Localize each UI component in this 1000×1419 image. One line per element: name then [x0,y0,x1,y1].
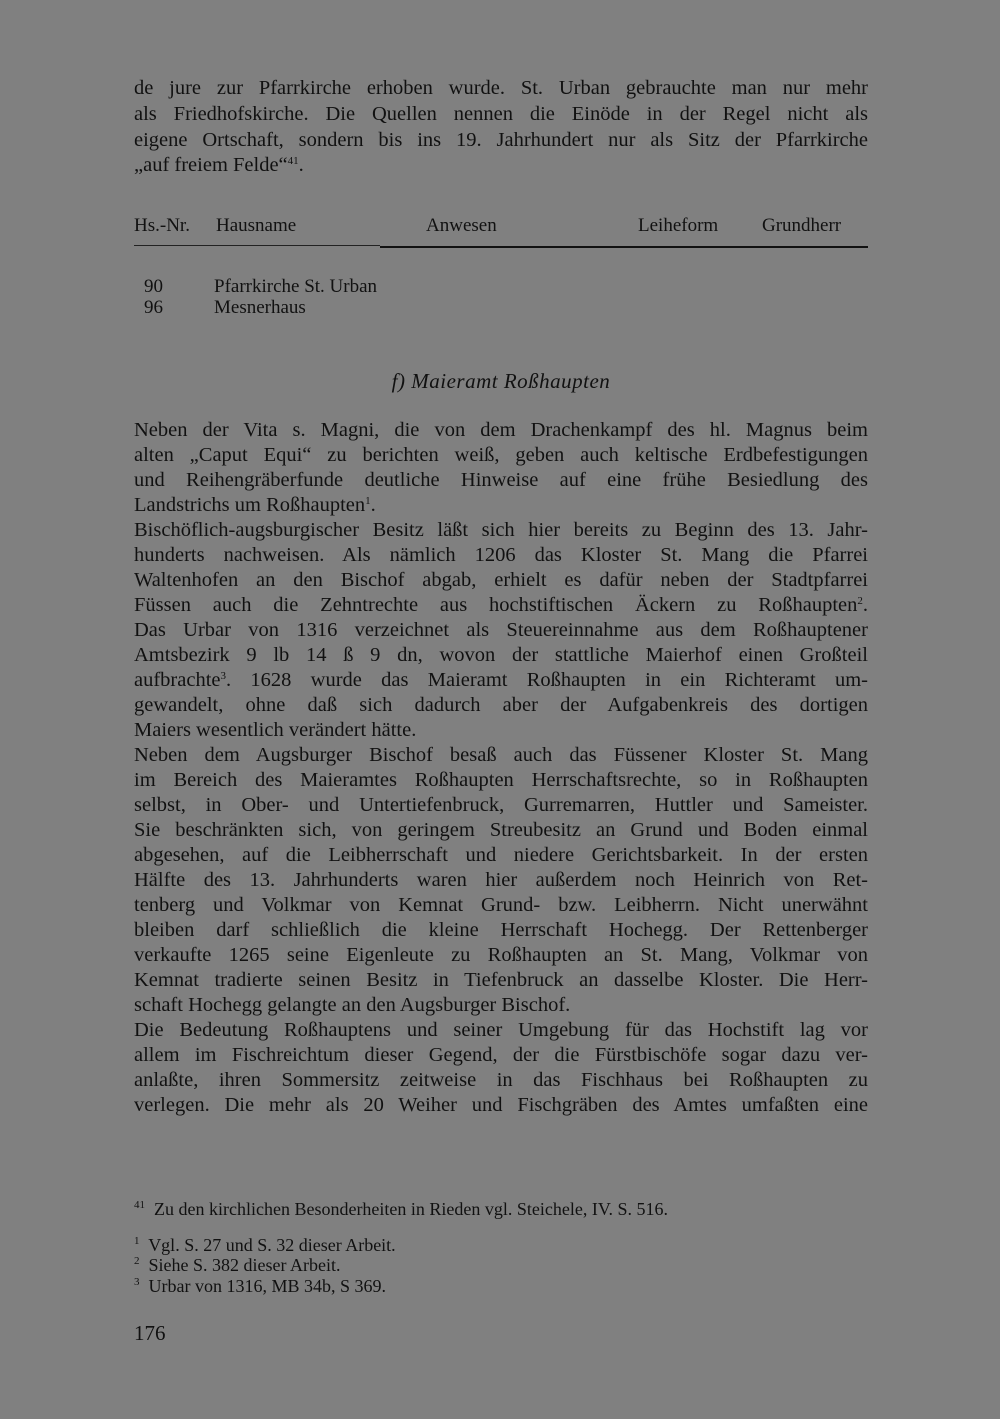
text-line: Landstrichs um Roßhaupten$^1$. [134,494,376,516]
text-line: Das Urbar von 1316 verzeichnet als Steuereinnahme aus dem Roßhauptener [134,619,868,641]
text-line: Kemnat tradierte seinen Besitz in Tiefenbruck an dasselbe Kloster. Die Herr- [134,969,868,991]
text-line: Sie beschränkten sich, von geringem Streubesitz an Grund und Boden einmal [134,819,868,841]
column-header-grundherr: Grundherr [762,215,842,236]
table-rule [380,246,868,248]
footnote-mark: 1 [134,1235,140,1247]
text-line: Amtsbezirk 9 lb 14 ß 9 dn, wovon der stattliche Maierhof einen Großteil [134,644,868,666]
footnote: $^1$ Vgl. S. 27 und S. 32 dieser Arbeit. [134,1235,396,1255]
text-line: Hälfte des 13. Jahrhunderts waren hier außerdem noch Heinrich von Ret- [134,869,868,891]
text-line: de jure zur Pfarrkirche erhoben wurde. St. Urban gebrauchte man nur mehr [134,77,868,99]
text-line: aufbrachte$^3$. 1628 wurde das Maieramt Roßhaupten in ein Richteramt um- [134,669,868,691]
footnote-ref: 41 [287,155,299,167]
text-line: eigene Ortschaft, sondern bis ins 19. Jahrhundert nur als Sitz der Pfarrkirche [134,129,868,151]
text-line: Waltenhofen an den Bischof abgab, erhielt es dafür neben der Stadtpfarrei [134,569,868,591]
text-line: verlegen. Die mehr als 20 Weiher und Fischgräben des Amtes umfaßten eine [134,1094,868,1116]
text-line: alten „Caput Equi“ zu berichten weiß, geben auch keltische Erdbefestigungen [134,444,868,466]
text-line: Bischöflich-augsburgischer Besitz läßt sich hier bereits zu Beginn des 13. Jahr- [134,519,868,541]
text-line: im Bereich des Maieramtes Roßhaupten Herrschaftsrechte, so in Roßhaupten [134,769,868,791]
text-line: Neben der Vita s. Magni, die von dem Drachenkampf des hl. Magnus beim [134,419,868,441]
text-line: verkaufte 1265 seine Eigenleute zu Roßhaupten an St. Mang, Volkmar von [134,944,868,966]
text-line: gewandelt, ohne daß sich dadurch aber der Aufgabenkreis des dortigen [134,694,868,716]
footnote: $^3$ Urbar von 1316, MB 34b, S 369. [134,1276,386,1296]
table-cell-name: Pfarrkirche St. Urban [214,276,378,297]
column-header-anwesen: Anwesen [426,215,497,236]
text-line: Die Bedeutung Roßhauptens und seiner Umgebung für das Hochstift lag vor [134,1019,868,1041]
section-heading: f) Maieramt Roßhaupten [391,369,611,393]
text-line: schaft Hochegg gelangte an den Augsburger Bischof. [134,994,571,1016]
text-line: hunderts nachweisen. Als nämlich 1206 das Kloster St. Mang die Pfarrei [134,544,868,566]
text-line: „auf freiem Felde“$^{41}$. [134,154,304,176]
table-cell-nr: 96 [144,297,163,318]
text-line: als Friedhofskirche. Die Quellen nennen die Einöde in der Regel nicht als [134,103,868,125]
text-line: Maiers wesentlich verändert hätte. [134,719,417,741]
footnote: $^{41}$ Zu den kirchlichen Besonderheiten in Rieden vgl. Steichele, IV. S. 516. [134,1199,669,1219]
text-line: tenberg und Volkmar von Kemnat Grund- bzw. Leibherrn. Nicht unerwähnt [134,894,868,916]
text-line: Füssen auch die Zehntrechte aus hochstiftischen Äckern zu Roßhaupten$^2$. [134,594,868,616]
footnote-ref: 3 [220,670,226,682]
text-line: bleiben darf schließlich die kleine Herrschaft Hochegg. Der Rettenberger [134,919,868,941]
text-line: Neben dem Augsburger Bischof besaß auch das Füssener Kloster St. Mang [134,744,868,766]
footnote: $^2$ Siehe S. 382 dieser Arbeit. [134,1255,341,1275]
footnote-ref: 2 [857,595,863,607]
footnote-mark: 2 [134,1255,140,1267]
table-rule [134,245,380,246]
column-header-hs-nr: Hs.-Nr. [134,215,190,236]
footnote-mark: 3 [134,1276,140,1288]
column-header-hausname: Hausname [216,215,297,236]
footnote-ref: 1 [365,495,371,507]
column-header-leiheform: Leiheform [638,215,719,236]
text-line: und Reihengräberfunde deutliche Hinweise auf eine frühe Besiedlung des [134,469,868,491]
table-cell-nr: 90 [144,276,163,297]
page-number: 176 [134,1321,166,1345]
text-line: selbst, in Ober- und Untertiefenbruck, Gurremarren, Huttler und Sameister. [134,794,868,816]
table-cell-name: Mesnerhaus [214,297,306,318]
text-line: abgesehen, auf die Leibherrschaft und niedere Gerichtsbarkeit. In der ersten [134,844,868,866]
text-line: anlaßte, ihren Sommersitz zeitweise in das Fischhaus bei Roßhaupten zu [134,1069,868,1091]
text-line: allem im Fischreichtum dieser Gegend, der die Fürstbischöfe sogar dazu ver- [134,1044,868,1066]
footnote-mark: 41 [134,1199,145,1211]
